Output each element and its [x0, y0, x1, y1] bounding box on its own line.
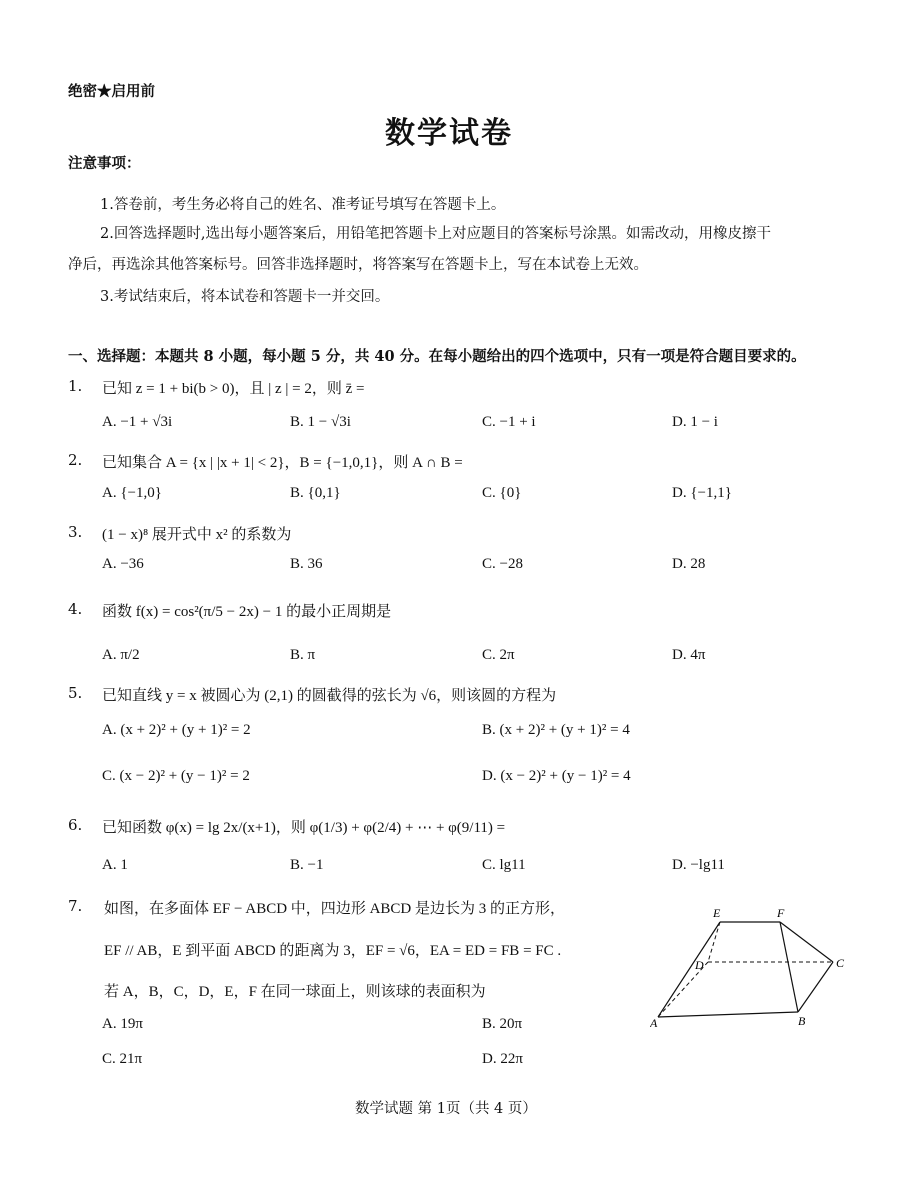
question-stem: 已知函数 φ(x) = lg 2x/(x+1)，则 φ(1/3) + φ(2/4) + ⋯ + φ(9/11) = [102, 820, 506, 836]
option-b: B. 36 [290, 556, 323, 572]
note-line: 1.答卷前，考生务必将自己的姓名、准考证号填写在答题卡上。 [100, 197, 506, 213]
confidential-label: 绝密★启用前 [68, 83, 155, 100]
question-number: 7. [68, 897, 83, 915]
option-c: C. (x − 2)² + (y − 1)² = 2 [102, 768, 250, 784]
vertex-label-e: E [713, 906, 721, 920]
edge-ed [708, 922, 720, 962]
vertex-label-f: F [777, 906, 785, 920]
note-line: 2.回答选择题时,选出每小题答案后，用铅笔把答题卡上对应题目的答案标号涂黑。如需改动，用橡皮擦干 [100, 226, 771, 242]
question-stem: (1 − x)⁸ 展开式中 x² 的系数为 [102, 527, 292, 543]
option-c: C. lg11 [482, 857, 526, 873]
question-stem-line: EF // AB，E 到平面 ABCD 的距离为 3，EF = √6，EA = ED = FB = FC . [104, 943, 562, 959]
option-d: D. 22π [482, 1051, 523, 1067]
option-b: B. (x + 2)² + (y + 1)² = 4 [482, 722, 630, 738]
option-a: A. 19π [102, 1016, 143, 1032]
option-a: A. (x + 2)² + (y + 1)² = 2 [102, 722, 251, 738]
option-a: A. −36 [102, 556, 144, 572]
option-a: A. −1 + √3i [102, 414, 173, 430]
option-c: C. 2π [482, 647, 515, 663]
option-c: C. 21π [102, 1051, 143, 1067]
edge-ea [658, 922, 720, 1017]
vertex-label-a: A [650, 1016, 658, 1030]
option-d: D. −lg11 [672, 857, 725, 873]
edge-bc [798, 962, 833, 1012]
question-number: 5. [68, 684, 83, 702]
option-b: B. −1 [290, 857, 324, 873]
option-b: B. 1 − √3i [290, 414, 351, 430]
question-number: 2. [68, 451, 83, 469]
question-stem-line: 若 A，B，C，D，E，F 在同一球面上，则该球的表面积为 [104, 984, 486, 1000]
option-d: D. 1 − i [672, 414, 718, 430]
note-line: 3.考试结束后，将本试卷和答题卡一并交回。 [100, 289, 390, 305]
option-c: C. −1 + i [482, 414, 536, 430]
option-b: B. π [290, 647, 316, 663]
page-footer: 数学试题 第 1页（共 4 页） [355, 1101, 537, 1117]
edge-fc [780, 922, 833, 962]
option-c: C. {0} [482, 485, 522, 501]
question-number: 6. [68, 816, 83, 834]
question-stem: 函数 f(x) = cos²(π/5 − 2x) − 1 的最小正周期是 [102, 604, 392, 620]
question-number: 3. [68, 523, 83, 541]
option-a: A. π/2 [102, 647, 140, 663]
note-line: 净后，再选涂其他答案标号。回答非选择题时，将答案写在答题卡上，写在本试卷上无效。 [68, 257, 648, 273]
question-stem-line: 如图，在多面体 EF − ABCD 中，四边形 ABCD 是边长为 3 的正方形， [104, 901, 565, 917]
question-stem: 已知 z = 1 + bi(b > 0)，且 | z | = 2，则 z̄ = [102, 381, 365, 397]
option-d: D. 4π [672, 647, 706, 663]
vertex-label-b: B [798, 1014, 806, 1028]
option-d: D. {−1,1} [672, 485, 732, 501]
option-a: A. {−1,0} [102, 485, 162, 501]
vertex-label-d: D [695, 958, 704, 972]
section-heading: 一、选择题：本题共 8 小题，每小题 5 分，共 40 分。在每小题给出的四个选项中，只有一项是符合题目要求的。 [68, 348, 806, 365]
edge-fb [780, 922, 798, 1012]
question-stem: 已知直线 y = x 被圆心为 (2,1) 的圆截得的弦长为 √6，则该圆的方程为 [102, 688, 557, 704]
option-d: D. 28 [672, 556, 706, 572]
question-number: 4. [68, 600, 83, 618]
question-number: 1. [68, 377, 83, 395]
edge-ab [658, 1012, 798, 1017]
option-a: A. 1 [102, 857, 128, 873]
option-c: C. −28 [482, 556, 523, 572]
polyhedron-figure [650, 905, 855, 1030]
option-b: B. 20π [482, 1016, 523, 1032]
option-d: D. (x − 2)² + (y − 1)² = 4 [482, 768, 631, 784]
question-stem: 已知集合 A = {x | |x + 1| < 2}，B = {−1,0,1}，则 A ∩ B = [102, 455, 463, 471]
option-b: B. {0,1} [290, 485, 341, 501]
notes-heading: 注意事项： [68, 155, 141, 172]
page-title: 数学试卷 [385, 116, 513, 151]
vertex-label-c: C [836, 956, 845, 970]
